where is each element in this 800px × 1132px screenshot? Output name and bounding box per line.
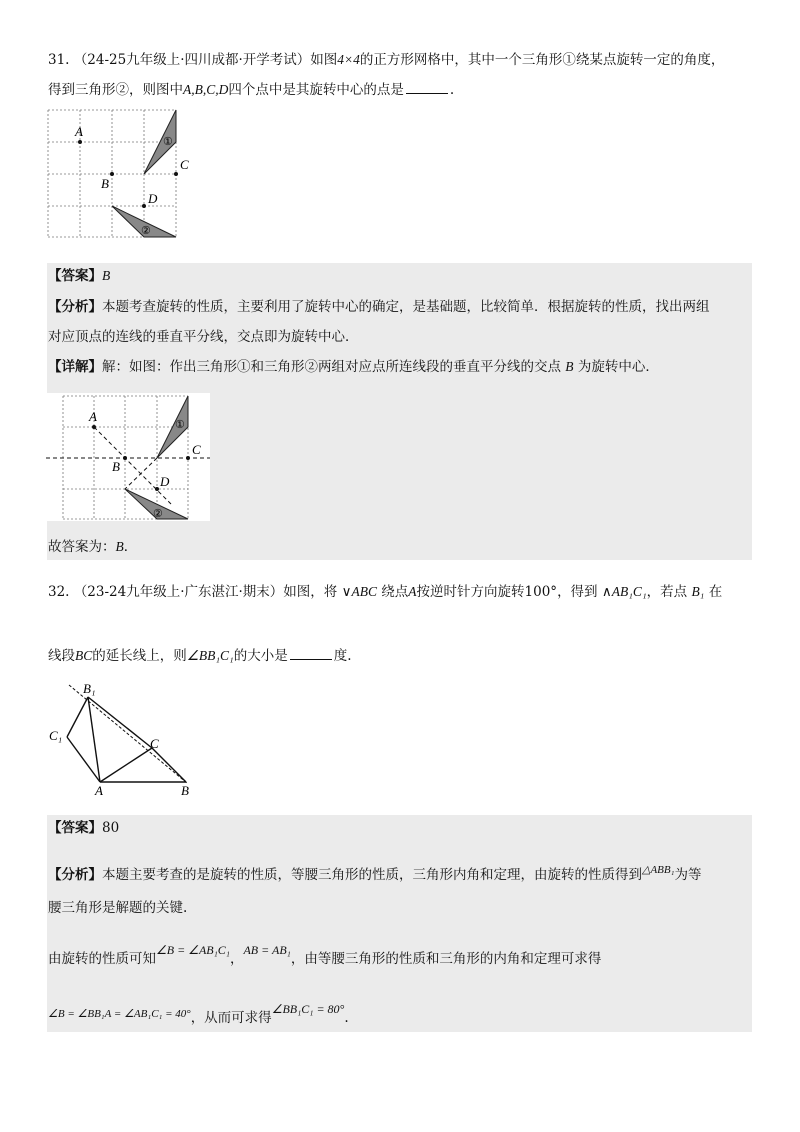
q31-solution-figure: [46, 393, 210, 521]
label-d: D: [148, 191, 158, 206]
label-triangle-1: ①: [163, 136, 173, 148]
segment-name: BC: [75, 648, 93, 663]
point-b: [110, 172, 114, 176]
analysis-label: 【分析】: [48, 867, 102, 883]
label-d: D: [160, 474, 170, 489]
analysis-text: 腰三角形是解题的关键.: [48, 900, 188, 916]
analysis-text: .: [344, 1010, 349, 1026]
triangle-name: △ABB₁: [642, 864, 675, 876]
q31-answer: [48, 266, 110, 286]
detail-label: 【详解】: [48, 359, 102, 375]
point-c: [186, 456, 190, 460]
answer-label: 【答案】: [48, 268, 102, 284]
q31-analysis-2: [48, 327, 359, 347]
q31-text: .: [449, 82, 455, 98]
q31-source: （24-25九年级上·四川成都·开学考试）: [73, 52, 311, 68]
q31-grid-size: 4×4: [337, 52, 360, 67]
point-a: [78, 140, 82, 144]
point-b: [123, 456, 127, 460]
equation: ∠B = ∠AB₁C₁: [156, 943, 230, 957]
label-b: B: [101, 176, 109, 191]
q32-analysis-3: [48, 940, 601, 969]
point-name: B₁: [691, 584, 705, 599]
q31-text: 如图: [310, 52, 338, 68]
q32-text: ，若点: [646, 584, 688, 600]
label-c: C: [150, 736, 159, 751]
label-triangle-2: ②: [141, 225, 151, 237]
final-text: 故答案为：: [48, 539, 116, 555]
triangle-name: ABC: [351, 584, 377, 599]
q31-answer-blank: [406, 81, 448, 94]
triangles: [67, 697, 186, 782]
q32-analysis-1: [48, 860, 701, 885]
q32-text: 绕点: [381, 584, 409, 600]
label-triangle-2: ②: [153, 508, 163, 520]
label-b: B: [112, 459, 120, 474]
label-triangle-1: ①: [175, 419, 185, 431]
final-point: B: [115, 539, 124, 554]
q32-line-1: [48, 582, 722, 602]
answer-value: B: [102, 268, 111, 283]
q32-text: 度.: [333, 648, 352, 664]
label-b: B: [181, 783, 189, 797]
q31-points: A,B,C,D: [183, 82, 229, 97]
q31-detail: [48, 357, 659, 377]
answer-label: 【答案】: [48, 820, 102, 836]
label-a: A: [75, 124, 83, 139]
equation: AB = AB₁: [243, 943, 291, 957]
q31-final: [48, 537, 137, 557]
point-d: [155, 487, 159, 491]
label-a: A: [95, 783, 103, 797]
label-c1: C₁: [49, 728, 63, 743]
q32-figure: [45, 677, 205, 797]
rotation-angle: 100°: [524, 584, 558, 600]
analysis-text: 对应顶点的连线的垂直平分线，交点即为旋转中心．: [48, 329, 359, 345]
q31-analysis-1: [48, 297, 710, 317]
q32-analysis-4: [48, 999, 349, 1028]
point-a: [92, 425, 96, 429]
q31-text: 得到三角形②，则图中: [48, 82, 183, 98]
answer-value: 80: [102, 820, 120, 836]
label-a: A: [89, 409, 97, 424]
detail-point: B: [565, 359, 574, 374]
analysis-text: 本题考查旋转的性质，主要利用了旋转中心的确定，是基础题，比较简单．根据旋转的性质，找出两组: [102, 299, 710, 315]
label-c: C: [180, 157, 189, 172]
q31-line-1: [48, 50, 724, 70]
analysis-text: ，: [229, 951, 244, 967]
q32-text: 在: [708, 584, 723, 600]
q31-text: 四个点中是其旋转中心的点是: [228, 82, 404, 98]
final-text: ．: [123, 539, 138, 555]
q32-text: 线段: [48, 648, 75, 664]
q32-text: 的大小是: [233, 648, 288, 664]
detail-text: 为旋转中心．: [577, 359, 659, 375]
q32-answer-blank: [290, 647, 332, 660]
analysis-text: 本题主要考查的是旋转的性质，等腰三角形的性质，三角形内角和定理，由旋转的性质得到: [102, 867, 642, 883]
angle-expression: ∠BB₁C₁: [186, 648, 234, 663]
triangle-symbol: ∧: [601, 584, 612, 600]
q32-line-2: [48, 646, 352, 666]
q32-number: 32.: [48, 584, 70, 600]
q32-text: 的延长线上，则: [92, 648, 187, 664]
q32-source: （23-24九年级上·广东湛江·期末）: [73, 584, 284, 600]
point-d: [142, 204, 146, 208]
point-name: A: [408, 584, 417, 599]
equation: ∠BB₁C₁ = 80°: [271, 1002, 345, 1016]
equation: ∠B = ∠BB₁A = ∠AB₁C₁ = 40°: [48, 1008, 191, 1020]
label-c: C: [192, 442, 201, 457]
analysis-text: 为等: [674, 867, 702, 883]
q31-figure: [45, 105, 195, 243]
analysis-text: ，从而可求得: [190, 1010, 272, 1026]
q32-text: 按逆时针方向旋转: [416, 584, 525, 600]
q32-text: ，得到: [557, 584, 598, 600]
q31-line-2: [48, 80, 454, 100]
q32-answer: [48, 818, 119, 838]
q32-analysis-2: [48, 898, 187, 918]
q31-text: 的正方形网格中，其中一个三角形①绕某点旋转一定的角度，: [359, 52, 725, 68]
analysis-text: 由旋转的性质可知: [48, 951, 156, 967]
label-b1: B₁: [83, 681, 96, 696]
analysis-label: 【分析】: [48, 299, 102, 315]
point-c: [174, 172, 178, 176]
q31-number: 31.: [48, 52, 70, 68]
triangle-symbol: ∨: [341, 584, 352, 600]
triangle-name: AB₁C₁: [611, 584, 647, 599]
analysis-text: ，由等腰三角形的性质和三角形的内角和定理可求得: [290, 951, 602, 967]
q32-text: 如图，将: [283, 584, 338, 600]
detail-text: 解：如图：作出三角形①和三角形②两组对应点所连线段的垂直平分线的交点: [102, 359, 561, 375]
